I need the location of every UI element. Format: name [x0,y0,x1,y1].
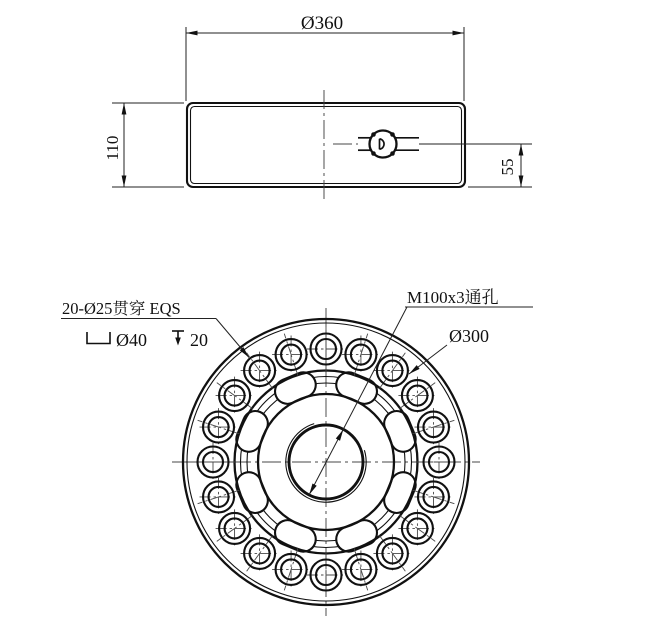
bolt-hole [191,443,235,481]
connector-pin [371,151,376,156]
dim-height-110 [103,103,184,187]
connector-pin [371,132,376,137]
counterbore-icon [87,332,110,344]
part-chamfer-line [191,107,462,184]
arrowhead [519,176,524,188]
thread-note-text: M100x3通孔 [407,288,499,307]
bolt-hole [272,549,310,591]
arrowhead [186,31,198,36]
dim-text-diameter: Ø360 [300,13,344,34]
bolt-hole [198,478,240,516]
bolt-circle-text: Ø300 [449,326,489,346]
part-outline-side [187,103,465,187]
dim-diameter-360 [186,13,464,101]
plan-view [61,288,533,616]
arrowhead [122,176,127,188]
side-elevation-view [103,13,532,200]
holes-note-text: 20-Ø25贯穿 EQS [62,299,181,318]
label-holes-note [61,299,249,358]
counterbore-dia-text: Ø40 [116,330,147,350]
bolt-hole [413,478,455,516]
arrowhead [453,31,465,36]
bolt-hole [413,408,455,446]
dim-text-connector: 55 [498,158,517,176]
dim-connector-55 [419,144,532,187]
leader-line [309,307,407,495]
bolt-hole [198,408,240,446]
bolt-hole [307,553,345,597]
bolt-hole [417,443,461,481]
dim-text-height: 110 [103,135,122,161]
arrowhead [122,103,127,115]
connector-pin [390,151,395,156]
depth-icon-arrow [175,338,181,346]
arrowhead [519,144,524,156]
label-bolt-circle [409,326,489,374]
counterbore-note [87,330,208,350]
bolt-hole [342,549,380,591]
connector-pin [390,132,395,137]
bolt-hole [307,327,345,371]
bolt-hole [272,334,310,376]
counterbore-depth-text: 20 [190,330,208,350]
cable-connector [358,131,419,158]
